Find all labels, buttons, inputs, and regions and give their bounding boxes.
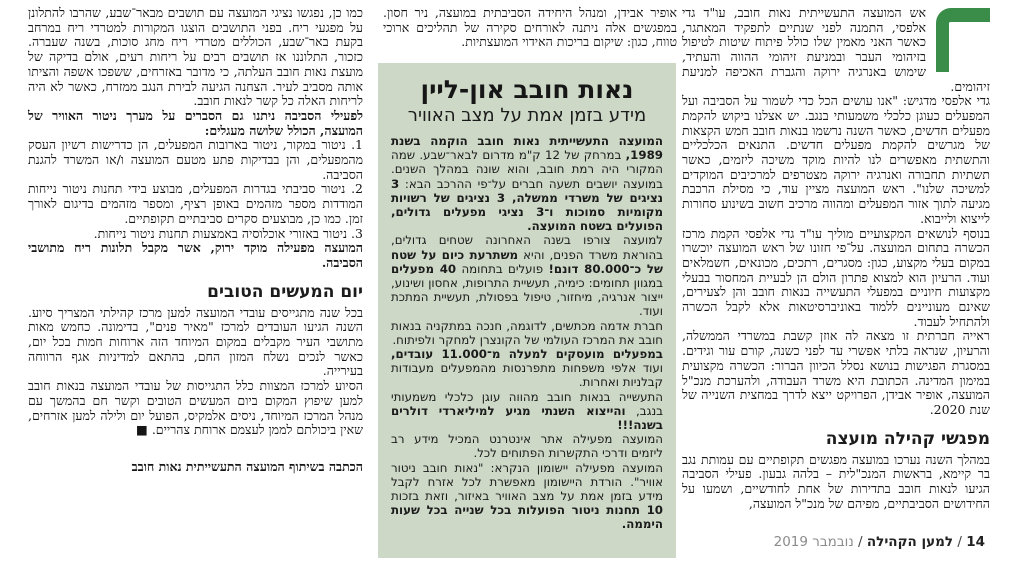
text-run: במהלך השנה נערכו במועצה מפגשים תקופתיים עם עמותת נגב בר קיימא, בראשות המנכ"לית – בלהה גבעון. פעילי הסביבה הגיעו לנאות חובב בתדירות של אחת לחודשיים, ושמעו על החידושים הסביבתיים, מפיהם של מנכ"ל המועצה, — [682, 451, 990, 511]
paragraph — [682, 6, 990, 94]
paragraph — [28, 379, 363, 438]
page-number: 14 — [966, 534, 985, 550]
text-run: 1. ניטור במקור, ניטור בארובות המפעלים, הן כדרישות רשיון העסק מהמפעלים, והן בבדיקות פתע מטעם המועצה ו/או המשרד להגנת הסביבה. — [28, 137, 363, 182]
text-run: ועוד אלפי משפחות מתפרנסות מהמפעלים מעבודות קבלניות ואחרות. — [391, 361, 663, 390]
text-run: אש המועצה התעשייתית נאות חובב, עו"ד גדי אלפסי, התמנה לפני שנתיים לתפקיד המאתגר, כאשר האני מאמין שלו כולל פיתוח שיטות לטיפול בזיהומי העבר ובמניעת זיהומי ההווה והעתיד, שימוש באנרגיה ירוקה והגברת האכיפה למניעת זיהומים. — [682, 5, 990, 94]
article-column-right — [682, 6, 990, 512]
paragraph — [28, 306, 363, 380]
text-run: חברת אדמה מכתשים, לדוגמה, חנכה במתקניה בנאות חובב את המרכז העולמי של הקונצרן למחקר ולפיתוח. — [391, 318, 663, 347]
paragraph — [28, 460, 363, 475]
bold-text-run: 10 תחנות ניטור הפועלות בכל שנייה בכל שעות היממה. — [391, 503, 663, 532]
paragraph — [28, 138, 363, 182]
paragraph — [682, 94, 990, 226]
paragraph — [28, 109, 363, 138]
bold-text-run: 40 מפעלים — [391, 261, 457, 276]
paragraph — [28, 227, 363, 242]
info-box-body — [391, 134, 663, 532]
bold-text-run: משתרעת כיום על שטח של כ־80.000 דונם! — [391, 247, 663, 276]
footer-separator: / — [953, 534, 967, 550]
bold-text-run: 3 נציגים של משרדי ממשלה, 3 נציגים של רשויות מקומיות סמוכות ו־3 נציגי מפעלים גדולים, הפועלים בשטח המועצה. — [391, 176, 664, 234]
paragraph — [28, 182, 363, 226]
text-run: בכל שנה מתגייסים עובדי המועצה למען מרכז קהילתי המצריך סיוע. השנה הגיעו העובדים למרכז "מאיר פנים", בדימונה. כחמש מאות מתושבי העיר מקבלים במקום המיוחד הזה ארוחות חמות בכל יום, כאשר לנכים נשלח המזון החם, בהתאם למדיניות אגף הרווחה בעירייה. — [28, 304, 363, 379]
paragraph — [391, 319, 663, 347]
bold-text-run: הכתבה בשיתוף המועצה התעשייתית נאות חובב — [131, 458, 363, 474]
paragraph — [391, 134, 663, 233]
paragraph — [682, 227, 990, 330]
paragraph — [28, 241, 363, 270]
text-run: גדי אלפסי מדגיש: "אנו עושים הכל כדי לשמור על הסביבה ועל המפעלים כעוגן כלכלי משמעותי בנגב. יש אצלנו ביקוש להקמת מפעלים חדשים, כאשר השנה נרשמו בנאות חובב חמש הקצאות של מגרשים להקמת מפעלים חדשים. התנאים הכלכליים והתשתית מאפשרים לנו להיות מוקד משיכה ליזמים, כאשר תשתיות תחבורה ואנרגיה ירוקה מצטרפים למרכיבים המוקדים למשיכה שלנו". ראש המועצה מציין עוד, כי מסילת הרכבת מגיעה לתוך אזור המפעלים ומהווה מרכיב חשוב בשינוע סחורות לייצוא ולייבוא. — [682, 93, 990, 226]
bold-text-run: המועצה מפעילה מוקד ירוק, אשר מקבל תלונות ריח מתושבי הסביבה. — [28, 240, 363, 270]
bold-text-run: לפעילי הסביבה ניתנו גם הסברים על מערך ניטור האוויר של המועצה, הכולל שלושה מעגלים: — [28, 107, 363, 138]
text-run: פועלים בתחומה — [456, 261, 549, 276]
article-column-middle — [383, 6, 677, 50]
paragraph — [28, 6, 363, 109]
text-run: כמו כן, נפגשו נציגי המועצה עם תושבים מבאר־שבע, שהרבו להתלונן על מפגעי ריח. בפני התושבים הוצגו המקורות למטרדי ריח במרחב בקעת באר־שבע, הכוללים מטרדי ריח מחג סוכות, בשנה שעברה. כזכור, התלוננו אז תושבים רבים על ריחות רעים, אולם בדיקה של מועצת נאות חובב העלתה, כי מדובר באזרחים, ששפכו אשפה והציתו אותה מסביב לעיר. הצחנה הגיעה לבירת הנגב ממזרח, כאשר לא היה לריחות האלה כל קשר לנאות חובב. — [28, 5, 363, 109]
publication-name: למען הקהילה — [866, 534, 954, 550]
bold-text-run: במפעלים מועסקים למעלה מ־11.000 עובדים, — [391, 347, 663, 362]
section-heading: יום המעשים הטובים — [207, 281, 363, 302]
text-run: ראייה חברתית זו מצאה לה אוזן קשבת במשרדי הממשלה, והרעיון, שנראה בלתי אפשרי עד לפני כשנה, קורם עור וגידים. במסגרת הפגישות בנושא נסלל הכיוון הברור: הכשרה מקצועית במימון המדינה. הכתובת היא משרד העבודה, ולהערכת מנכ"ל המועצה, אופיר אבידן, הפרויקט ייצא לדרך במחצית השנייה של שנת 2020. — [682, 328, 990, 417]
text-run: במרחק של 12 ק"מ מדרום לבאר־שבע. שמה המקורי היה רמת חובב, והוא שונה במהלך השנים. במועצה יושבים תשעה חברים על־פי ההרכב הבא: — [391, 148, 663, 191]
info-box-title: נאות חובב און-ליין — [420, 75, 634, 104]
text-run: אופיר אבידן, ומנהל היחידה הסביבתית במועצה, ניר חסון. במפגשים אלה ניתנה לאורחים סקירה של תהליכים ארוכי טווח, כגון: שיקום בריכות האידוי המועצתיות. — [383, 5, 677, 50]
text-run: 2. ניטור סביבתי בגדרות המפעלים, מבוצע בידי תחנות ניטור נייחות המודדות מספר מזהמים באופן רציף, ומספר מזהמים בדיגום לאורך זמן. כמו כן, מבוצעים סקרים סביבתיים תקופתיים. — [28, 181, 363, 226]
paragraph — [391, 233, 663, 318]
text-run: המועצה מפעילה יישומון הנקרא: "נאות חובב ניטור אוויר". הורדת היישומון מאפשרת לכל אזרח לקבל מידע בזמן אמת על מצב האוויר באיזור, וזאת בזכות — [391, 460, 663, 504]
page-footer — [774, 533, 985, 551]
text-run: המועצה מפעילה אתר אינטרנט המכיל מידע רב ליזמים ודרכי התקשרות הפתוחים לכל. — [391, 432, 663, 461]
paragraph — [383, 6, 677, 50]
issue-date: נובמבר 2019 — [773, 534, 854, 550]
paragraph — [391, 432, 663, 460]
text-run: בנוסף לנושאים המקצועיים מוליך עו"ד גדי אלפסי הקמת מרכז הכשרה בתחום המועצה. על־פי חזונו של ראש המועצה יוכשרו במקום בעלי מקצוע, כגון: מסגרים, רתכים, מכונאים, חשמלאים ועוד. הרעיון הוא למצוא פתרון הולם הן לבעיית המחסור בבעלי מקצועות חיוניים במפעלי התעשייה בנאות חובב והן לצעירים, שאינם מעוניינים ללמוד באוניברסיטאות אלא לקבל הכשרה ולהתחיל לעבוד. — [682, 225, 990, 329]
section-heading: מפגשי קהילה מועצה — [825, 428, 990, 449]
drop-cap-resh — [936, 8, 990, 72]
info-box — [378, 63, 676, 558]
bold-text-run: המועצה התעשייתית נאות חובב הוקמה בשנת 1989, — [391, 134, 663, 163]
info-box-subtitle: מידע בזמן אמת על מצב האוויר — [407, 105, 647, 126]
text-run: הסיוע למרכז המצוות כלל התגייסות של עובדי המועצה בנאות חובב למען שיפוץ המקום ביום המעשים הטובים וקשר חם בהמשך עם מנהל המרכז המיוחד, ניסים אלמקיס, הפועל יום ולילה למען אזרחים, שאין ביכולתם לממן לעצמם ארוחת צהריים. ■ — [28, 378, 363, 438]
text-run: למועצה צורפו בשנה האחרונה שטחים גדולים, בהוראת משרד הפנים, והיא — [391, 233, 664, 262]
paragraph — [391, 461, 663, 532]
text-run: 3. ניטור באזורי אוכלוסיה באמצעות תחנות ניטור נייחות. — [93, 225, 363, 241]
paragraph — [391, 347, 663, 390]
text-run: התעשייה בנאות חובב מהווה עוגן כלכלי משמעותי בנגב, — [391, 389, 663, 418]
paragraph — [391, 390, 663, 433]
paragraph — [682, 329, 990, 417]
paragraph — [682, 453, 990, 512]
bold-text-run: והייצוא השנתי מגיע למיליארדי דולרים בשנה!!! — [391, 403, 663, 433]
text-run: במגוון תחומים: כימיה, תעשיית התרופות, אחסון ושינוע, ייצור אנרגיה, מיחזור, טיפול בפסולת, תעשיית המתכת ועוד. — [391, 276, 663, 319]
article-column-left — [28, 6, 363, 475]
footer-separator: / — [853, 534, 867, 550]
